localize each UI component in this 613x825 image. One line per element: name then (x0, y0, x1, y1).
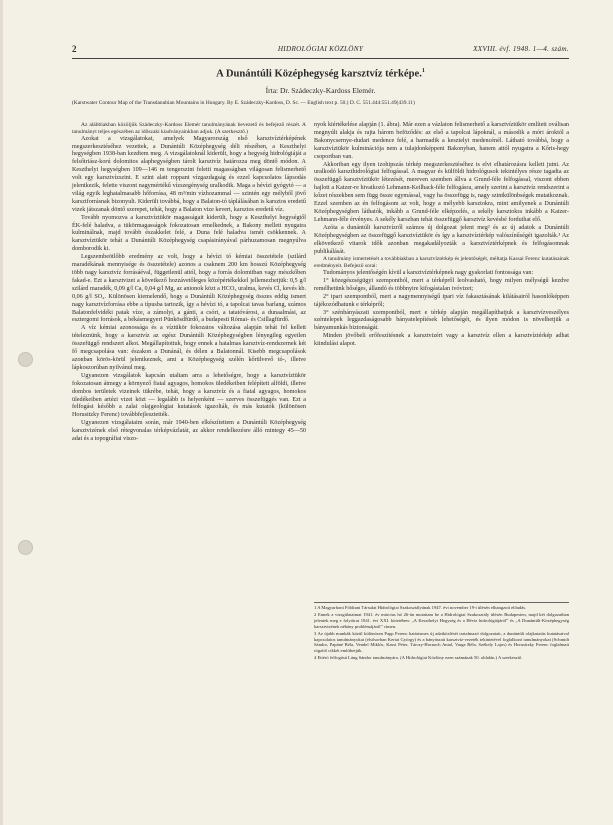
editor-interlude: A tanulmány ismertetését a továbbiakban a karsztvíztérkép és jelentőségét, méltatja Kassai Ferenc kutatásainak eredményeit. Befejező sorai: (314, 256, 569, 270)
punch-hole-lower (18, 540, 33, 555)
paragraph: Azokat a vizsgálatokat, amelyek Magyarország első karsztvíztérképének megszerkesztéséhez vezettek, a Dunántúli Középhegység déli részében, a Keszthelyi hegységben 1938-ban kezdtem meg. A vizsgálatoknál kiderült, hogy a hegység hidrológiáját a felsőtriász-korú dolomitos alaphegységben tárolt karsztvíz határozza meg döntő módon. A Keszthelyi hegységben 109—146 m tengerszint feletti magasságban világosan felismerhető volt egy karsztvízszint. E szint alatt roppant vízgazdagság és ezzel kapcsolatos lápsodás jelentkezik, felette viszont nagymértékű vízszegénység uralkodik. Maga a hévízi gyógytó — a világ egyik leghatalmasabb hőforrása, 48 m³/min vízhozammal — szintén egy mélyből jövő karsztforrásnak bizonyult. Kiderült továbbá, hogy a Balaton-tó táplálásában is karsztos eredetű vizek játszanak döntő szerepet, tehát, hogy a Balaton vize kevert, karsztos eredetű víz. (72, 135, 306, 213)
list-item: 2° ipari szempontból, mert a nagymennyiségű ipari víz fakasztásának kilátásairól hasonlóképpen tájékozódhatunk e térképről; (314, 293, 569, 308)
left-column (72, 122, 306, 444)
editor-note: Az alábbiakban közöljük Szádeczky-Kardoss Elemér tanulmányának bevezető és befejező részét. A tanulmányt teljes egészében az időszaki kiadványainkban adjuk. (A szerkesztő.) (72, 122, 306, 135)
footnote: 3 Az újabb munkák közül különösen Papp Ferenc határismes új adatközlését tartalmazó dolgozatait, a dunántúli olajkutatás kutatásaival kapcsolatos tanulmányokat (elsősorban Kertai György) és a bányászati karsztvíz-vezeték tekintetével foglalkozó tanulmányokat (Schmidt Sándor, Papáné Béla, Vendel Miklós, Kassi Péter, Tárczy-Hornoch Antal, Varga Béla, Székely Lajos) és Horusitzky Ferenc foglalmait rögzítő cikkét említhetjük. (314, 630, 569, 654)
list-item: 1° közegészségügyi szempontból, mert a térképről leolvasható, hogy milyen mélységű kezdve remélhetünk bőséges, állandó és többnyire kifogástalan ivóvizet; (314, 277, 569, 292)
volume-info: XXVIII. évf. 1948. 1—4. szám. (473, 45, 569, 53)
footnotes (314, 602, 569, 662)
footnote: 2 Ennek a vizsgálataimat 1941. év március hó 26-án mutattam be a Hidrológiai Szakosztály ülésén Budapesten, majd két dolgozatban jelentek meg e folyóirat 1941. évi XXI. kötetében: „A Keszthelyi Hegység és a Hévíz hidrológiájáról” és „A Dunántúli-Középhegység karsztvizének néhány problémájáról” címen. (314, 611, 569, 629)
list-item: 3° szénbányászati szempontból, mert e térkép alapján megállapíthatjuk a karsztvízveszélyes széntelepek leggazdaságosabb bányatelepítések lehetőségét, és ilyen módon is növelhetjük a bányamunkás biztonságát. (314, 309, 569, 332)
scan-edge-shadow (0, 0, 3, 825)
running-header (72, 45, 569, 57)
paragraph: Tudományos jelentőségén kívül a karsztvíztérképnek nagy gyakorlati fontossága van: (323, 270, 534, 276)
paragraph: Ugyanezen vizsgálatok kapcsán utaltam arra a lehetőségre, hogy a karsztvíztükör fokozatosan átmegy a környező fiatal agyagos, homokos üledékeiben felépített alföldi, illetve dombos területek vizeinek tükrébe, tehát, hogy a karsztvíz és a fiatal agyagos, homokos üledékeiben artézi vizei közt — legalább is helyenként — szerves összefüggés van. Ezt a felfogást később a zalai olajgeológiai kutatások igazolták, és más kutatók (különösen Horusitzky Ferenc) továbbfejlesztették. (72, 372, 306, 419)
paragraph: Tovább nyomozva a karsztvíztükör magasságait kiderült, hogy a Keszthelyi hegységtől ÉK-felé haladva, a tükörmagasságok fokozatosan emelkednek, a Bakony mellett nyugatra kulminálnak, majd tovább északkelet felé, a Duna felé haladva ismét csökkennek. A karsztvíztükör tehát a Dunántúli Középhegység csapásirányával párhuzamosan megnyúlva domborodik ki. (72, 214, 306, 253)
page-number: 2 (72, 44, 77, 54)
paragraph: Akkoriban egy ilyen izohipszás térkép megszerkesztéséhez is elvi elhatározásra kellett jutni. Az uralkodó karszthidrológiai felfogással. A magyar és külföldi hidrológusok tekintélyes része tagadta az összefüggő karsztvíztükör létezését, mereven szemben állva a Grund-féle felfogással, viszont ebben hajlott a Katzer-re hivatkozó Lehmann-Keilhack-féle felfogásra, amely szerint a karsztvíz rendszerint a kőzet részekben sem függ össze egymással, vagy ha összefügg is, nagy szintkülönbségek mutatkoznak. Ezzel szemben az én felfogásom az volt, hogy a mélyebb karsztokra, mint amilyenek a Dunántúli Középhegységben láthatók, inkább a Grund-féle elképzelés, a sekély karsztokra inkább a Katzer-Lehmann-féle érvényes. A sekély karszban tehát összefüggő karsztvíz kevésbé forduihat elő. (314, 161, 569, 223)
paragraph: A víz kémiai azonossága és a víztükör fokozatos változása alapján tehát fel kellett tételeznünk, hogy a karsztvíz az egész Dunántúli Középhegységben lényegileg egyetlen összefüggő rendszert alkot. Megállapítottuk, hogy ennek a hatalmas karsztvíz-rendszernek két fő megcsapolása van: északon a Dunánál, és délen a Balatonnál. Kisebb megcsapolások azonban körös-körül jelentkeznek, ami a Középhegység szélén kőrülvevő tó-, illetve lápkoszorúban nyilvánul meg. (72, 325, 306, 371)
paragraph: Azóta a dunántúli karsztvízről számos új dolgozat jelent meg² és az új adatok a Dunántúli Középhegységben az összefüggő karsztvíztükör és így a karsztvíztérkép valószínűségét igazolták.³ Az elkövetkező vitarok idők azonban megakadályozták a karsztvíztérképnek és felfogásomnak publikálását. (314, 224, 569, 255)
right-column (314, 122, 569, 349)
author-line: Írta: Dr. Szádeczky-Kardoss Elemér. (265, 86, 376, 95)
punch-hole-upper (18, 352, 33, 367)
journal-title: HIDROLÓGIAI KÖZLÖNY (277, 45, 364, 53)
article-title (72, 68, 569, 80)
article-title-text: A Dunántúli Középhegység karsztvíz térképe. (216, 68, 422, 80)
footnote: 1 A Magyarhoni Földtani Társulat Hidrológiai Szakosztályának 1947. évi november 19-i ülésén elhangzott előadás. (314, 605, 527, 610)
english-abstract-line: (Karstwater Contour Map of the Transdanubian Mountains in Hungary. By E. Szádeczky-Kardoss, D. Sc. — English text p. 50.) D. C. 551.444:551.49(439.11) (72, 100, 415, 106)
paragraph: Minden jövőbeli erőfeszítésnek a karsztvizért vagy a karsztvíz ellen a karsztvíztérkép adhat kiindulási alapot. (314, 333, 569, 348)
paragraph: Ugyanezen vizsgálataim során, már 1940-ben elkészítettem a Dunántúli Középhegység karsztvizének első rétegvonalas térképvázlatát, az akkor rendelkezésre álló mintegy 45—50 adat és a topográfiai viszo- (72, 420, 306, 443)
footnote: 4 Ettéró felfogású Láng Sándor tanulmányára. (A Hidrológiai Közlöny ezen számának 50. oldalán.) A szerkesztő. (314, 655, 523, 661)
title-footnote-ref[interactable]: 1 (421, 68, 425, 74)
paragraph: Legszembeötlőbb eredmény az volt, hogy a hévízi tó kémiai összetétele (szilárd maradékának mennyisége és összetétele) azonos a csaknem 200 km hosszú Középhegység több nagy karsztvíz forrásáéval, függetlenül attól, hogy a forrás dolomitban vagy mészkőben fakad-e. Ezt a karsztvizet a következő hozzávetőleges középértékekkel jellemezhetjük: 0,5 g/l szilárd maradék, 0,09 g/l Ca, 0,04 g/l Mg, az anionok közt a HCO₃ uralma, kevés Cl, kevés kb. 0,06 g/l SO₄. Különösen kiemelendő, hogy a Dunántúli Középhegység összes eddig ismert nagy karsztvízforrása ebbe a típusba tartozik, így a hévízi tó, a tapolcai tavas barlang, számos Balatonfelvidéki patak víze, a zámolyi, a gánti, a csóri, a tatatóvárosi, a dunaalmási, az esztergomi források, a békásmegyeri Pünkösdfürdő, a budapesti Római- és Csillagfürdő. (72, 254, 306, 324)
header-rule (72, 58, 569, 59)
paragraph: nyok kiértékelése alapján (1. ábra). Már ezen a vázlaton felismerhető a karsztvíztükör említett oválisan megnyúlt alakja és rajta három beföződés: az első a tapolcai lápoknál, a második a móri ároktól a Bakonycsernye-dudari medence felé, a harmadik a kesztelyi medencénél. Látható továbbá, hogy a karsztvíztükör kulminációja nem a tulajdonképpeni Bakonyban, hanem attól nyugatra a Kőris-hegy csoportban van. (314, 122, 569, 160)
